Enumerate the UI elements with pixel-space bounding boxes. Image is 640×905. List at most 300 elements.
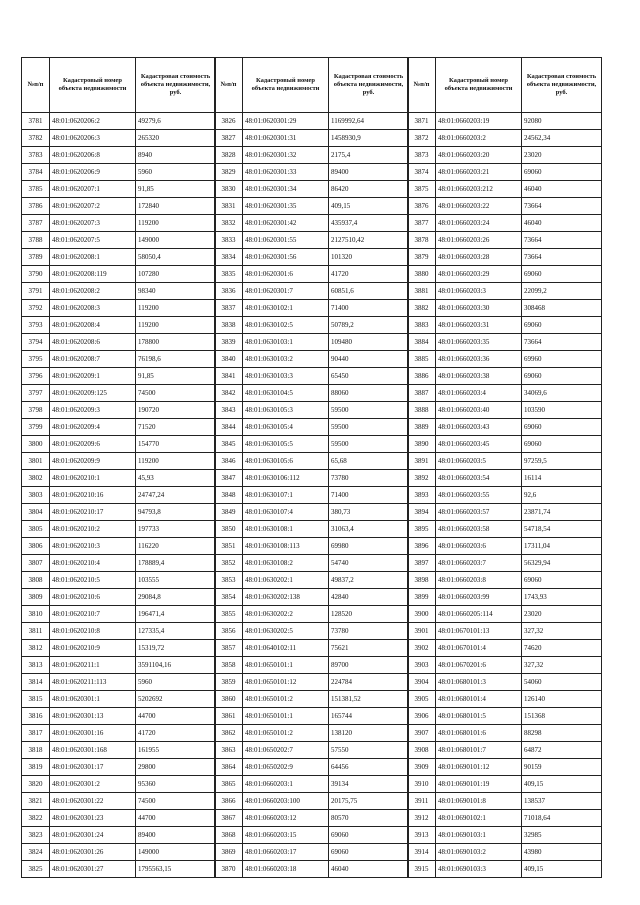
- table-row: [215, 793, 409, 810]
- cadastral-value: 76198,6: [136, 351, 216, 368]
- table-row: [22, 827, 216, 844]
- row-number: 3864: [215, 759, 243, 776]
- cadastral-value: 151368: [522, 708, 602, 725]
- table-row: [408, 691, 602, 708]
- table-row: [408, 708, 602, 725]
- cadastral-number: 48:01:0620301:31: [243, 130, 329, 147]
- cadastral-number: 48:01:0630202:1: [243, 572, 329, 589]
- cadastral-value: 69060: [522, 436, 602, 453]
- row-number: 3797: [22, 385, 50, 402]
- cadastral-value: 92080: [522, 113, 602, 130]
- row-number: 3861: [215, 708, 243, 725]
- row-number: 3824: [22, 844, 50, 861]
- cadastral-number: 48:01:0690101:8: [436, 793, 522, 810]
- header-number: №п/п: [22, 58, 50, 113]
- cadastral-number: 48:01:0650101:2: [243, 725, 329, 742]
- row-number: 3847: [215, 470, 243, 487]
- table-row: [408, 147, 602, 164]
- table-row: [408, 861, 602, 878]
- row-number: 3874: [408, 164, 436, 181]
- table-row: [215, 283, 409, 300]
- cadastral-value: 89400: [136, 827, 216, 844]
- row-number: 3890: [408, 436, 436, 453]
- cadastral-value: 73664: [522, 249, 602, 266]
- table-row: [408, 657, 602, 674]
- row-number: 3901: [408, 623, 436, 640]
- cadastral-number: 48:01:0660203:20: [436, 147, 522, 164]
- table-row: [215, 249, 409, 266]
- cadastral-value: 154770: [136, 436, 216, 453]
- row-number: 3836: [215, 283, 243, 300]
- cadastral-number: 48:01:0620208:6: [50, 334, 136, 351]
- cadastral-number: 48:01:0660203:31: [436, 317, 522, 334]
- row-number: 3849: [215, 504, 243, 521]
- table-row: [22, 334, 216, 351]
- cadastral-value: 73664: [522, 232, 602, 249]
- row-number: 3789: [22, 249, 50, 266]
- table-row: [22, 725, 216, 742]
- cadastral-value: 44700: [136, 708, 216, 725]
- cadastral-number: 48:01:0630202:138: [243, 589, 329, 606]
- cadastral-value: 22099,2: [522, 283, 602, 300]
- table-row: [22, 708, 216, 725]
- row-number: 3844: [215, 419, 243, 436]
- table-row: [22, 249, 216, 266]
- cadastral-number: 48:01:0630105:3: [243, 402, 329, 419]
- cadastral-number: 48:01:0660203:35: [436, 334, 522, 351]
- cadastral-number: 48:01:0650202:7: [243, 742, 329, 759]
- cadastral-value: 88298: [522, 725, 602, 742]
- cadastral-number: 48:01:0680101:4: [436, 691, 522, 708]
- cadastral-number: 48:01:0620301:2: [50, 776, 136, 793]
- cadastral-table-3: [407, 57, 602, 878]
- table-row: [22, 436, 216, 453]
- table-row: [22, 844, 216, 861]
- table-row: [215, 402, 409, 419]
- row-number: 3802: [22, 470, 50, 487]
- cadastral-value: 94793,8: [136, 504, 216, 521]
- row-number: 3796: [22, 368, 50, 385]
- row-number: 3857: [215, 640, 243, 657]
- cadastral-number: 48:01:0660203:58: [436, 521, 522, 538]
- table-row: [408, 640, 602, 657]
- row-number: 3819: [22, 759, 50, 776]
- cadastral-number: 48:01:0620301:6: [243, 266, 329, 283]
- row-number: 3811: [22, 623, 50, 640]
- row-number: 3829: [215, 164, 243, 181]
- cadastral-value: 69060: [522, 368, 602, 385]
- cadastral-value: 24562,34: [522, 130, 602, 147]
- cadastral-value: 1169992,64: [329, 113, 409, 130]
- cadastral-value: 103555: [136, 572, 216, 589]
- table-row: [215, 555, 409, 572]
- table-row: [408, 487, 602, 504]
- cadastral-table-2: [214, 57, 409, 878]
- row-number: 3865: [215, 776, 243, 793]
- table-row: [22, 385, 216, 402]
- cadastral-value: 327,32: [522, 623, 602, 640]
- cadastral-number: 48:01:0620206:2: [50, 113, 136, 130]
- row-number: 3840: [215, 351, 243, 368]
- cadastral-value: 31063,4: [329, 521, 409, 538]
- row-number: 3900: [408, 606, 436, 623]
- cadastral-value: 138120: [329, 725, 409, 742]
- cadastral-number: 48:01:0620301:7: [243, 283, 329, 300]
- row-number: 3898: [408, 572, 436, 589]
- cadastral-number: 48:01:0620301:168: [50, 742, 136, 759]
- table-row: [408, 300, 602, 317]
- row-number: 3902: [408, 640, 436, 657]
- cadastral-number: 48:01:0680101:3: [436, 674, 522, 691]
- cadastral-value: 23020: [522, 606, 602, 623]
- row-number: 3894: [408, 504, 436, 521]
- cadastral-value: 92,6: [522, 487, 602, 504]
- row-number: 3850: [215, 521, 243, 538]
- cadastral-value: 119200: [136, 317, 216, 334]
- cadastral-value: 91,85: [136, 181, 216, 198]
- table-row: [408, 113, 602, 130]
- cadastral-number: 48:01:0690103:2: [436, 844, 522, 861]
- row-number: 3793: [22, 317, 50, 334]
- cadastral-value: 2127510,42: [329, 232, 409, 249]
- table-row: [215, 827, 409, 844]
- row-number: 3895: [408, 521, 436, 538]
- cadastral-value: 69960: [522, 351, 602, 368]
- cadastral-number: 48:01:0660203:99: [436, 589, 522, 606]
- table-row: [408, 674, 602, 691]
- cadastral-value: 5202692: [136, 691, 216, 708]
- cadastral-number: 48:01:0620206:3: [50, 130, 136, 147]
- row-number: 3872: [408, 130, 436, 147]
- table-row: [215, 674, 409, 691]
- cadastral-value: 59500: [329, 402, 409, 419]
- table-row: [22, 606, 216, 623]
- cadastral-value: 41720: [136, 725, 216, 742]
- row-number: 3907: [408, 725, 436, 742]
- cadastral-number: 48:01:0660203:5: [436, 453, 522, 470]
- cadastral-value: 5960: [136, 164, 216, 181]
- cadastral-value: 49279,6: [136, 113, 216, 130]
- cadastral-number: 48:01:0620209:1: [50, 368, 136, 385]
- table-row: [22, 368, 216, 385]
- cadastral-number: 48:01:0620210:3: [50, 538, 136, 555]
- cadastral-number: 48:01:0660203:54: [436, 470, 522, 487]
- table-row: [22, 521, 216, 538]
- header-cadastral-number: Кадастровый номер объекта недвижимости: [50, 58, 136, 113]
- cadastral-number: 48:01:0660203:1: [243, 776, 329, 793]
- cadastral-number: 48:01:0660203:8: [436, 572, 522, 589]
- table-header-row: [408, 58, 602, 113]
- row-number: 3825: [22, 861, 50, 878]
- row-number: 3791: [22, 283, 50, 300]
- row-number: 3896: [408, 538, 436, 555]
- table-row: [22, 504, 216, 521]
- cadastral-number: 48:01:0630103:2: [243, 351, 329, 368]
- cadastral-value: 29800: [136, 759, 216, 776]
- cadastral-number: 48:01:0660203:19: [436, 113, 522, 130]
- table-row: [215, 470, 409, 487]
- row-number: 3800: [22, 436, 50, 453]
- cadastral-value: 69060: [522, 164, 602, 181]
- row-number: 3892: [408, 470, 436, 487]
- row-number: 3798: [22, 402, 50, 419]
- cadastral-value: 64872: [522, 742, 602, 759]
- cadastral-value: 20175,75: [329, 793, 409, 810]
- cadastral-value: 69060: [522, 419, 602, 436]
- cadastral-number: 48:01:0620301:27: [50, 861, 136, 878]
- row-number: 3887: [408, 385, 436, 402]
- cadastral-number: 48:01:0620301:16: [50, 725, 136, 742]
- cadastral-number: 48:01:0630102:1: [243, 300, 329, 317]
- row-number: 3827: [215, 130, 243, 147]
- row-number: 3795: [22, 351, 50, 368]
- row-number: 3886: [408, 368, 436, 385]
- cadastral-value: 46040: [329, 861, 409, 878]
- cadastral-number: 48:01:0620210:4: [50, 555, 136, 572]
- row-number: 3806: [22, 538, 50, 555]
- table-row: [215, 759, 409, 776]
- cadastral-number: 48:01:0660203:18: [243, 861, 329, 878]
- row-number: 3912: [408, 810, 436, 827]
- table-row: [408, 555, 602, 572]
- table-row: [22, 776, 216, 793]
- cadastral-number: 48:01:0620210:5: [50, 572, 136, 589]
- table-row: [215, 266, 409, 283]
- table-row: [408, 725, 602, 742]
- row-number: 3816: [22, 708, 50, 725]
- table-row: [215, 368, 409, 385]
- cadastral-number: 48:01:0630105:6: [243, 453, 329, 470]
- cadastral-value: 107280: [136, 266, 216, 283]
- table-row: [215, 742, 409, 759]
- cadastral-value: 1795563,15: [136, 861, 216, 878]
- row-number: 3859: [215, 674, 243, 691]
- cadastral-value: 128520: [329, 606, 409, 623]
- cadastral-value: 409,15: [522, 776, 602, 793]
- cadastral-value: 71520: [136, 419, 216, 436]
- table-row: [408, 368, 602, 385]
- table-row: [215, 232, 409, 249]
- cadastral-number: 48:01:0620206:8: [50, 147, 136, 164]
- cadastral-number: 48:01:0620209:3: [50, 402, 136, 419]
- cadastral-number: 48:01:0620210:7: [50, 606, 136, 623]
- table-row: [408, 164, 602, 181]
- cadastral-value: 190720: [136, 402, 216, 419]
- table-row: [22, 351, 216, 368]
- cadastral-value: 69060: [329, 844, 409, 861]
- table-row: [22, 793, 216, 810]
- table-row: [408, 130, 602, 147]
- row-number: 3899: [408, 589, 436, 606]
- cadastral-number: 48:01:0650101:1: [243, 657, 329, 674]
- cadastral-value: 86420: [329, 181, 409, 198]
- table-row: [215, 725, 409, 742]
- row-number: 3889: [408, 419, 436, 436]
- cadastral-number: 48:01:0680101:6: [436, 725, 522, 742]
- cadastral-value: 95360: [136, 776, 216, 793]
- row-number: 3810: [22, 606, 50, 623]
- row-number: 3877: [408, 215, 436, 232]
- cadastral-value: 1458930,9: [329, 130, 409, 147]
- table-header-row: [215, 58, 409, 113]
- table-row: [215, 504, 409, 521]
- row-number: 3832: [215, 215, 243, 232]
- row-number: 3830: [215, 181, 243, 198]
- cadastral-value: 149000: [136, 844, 216, 861]
- table-row: [215, 589, 409, 606]
- cadastral-value: 23020: [522, 147, 602, 164]
- cadastral-value: 69060: [522, 317, 602, 334]
- row-number: 3905: [408, 691, 436, 708]
- cadastral-value: 29084,8: [136, 589, 216, 606]
- row-number: 3807: [22, 555, 50, 572]
- table-row: [408, 181, 602, 198]
- cadastral-value: 74500: [136, 793, 216, 810]
- row-number: 3885: [408, 351, 436, 368]
- cadastral-number: 48:01:0620207:5: [50, 232, 136, 249]
- row-number: 3904: [408, 674, 436, 691]
- table-row: [408, 572, 602, 589]
- row-number: 3870: [215, 861, 243, 878]
- cadastral-value: 73664: [522, 198, 602, 215]
- cadastral-value: 34069,6: [522, 385, 602, 402]
- row-number: 3821: [22, 793, 50, 810]
- cadastral-number: 48:01:0660203:21: [436, 164, 522, 181]
- cadastral-number: 48:01:0620207:3: [50, 215, 136, 232]
- header-cadastral-number: Кадастровый номер объекта недвижимости: [436, 58, 522, 113]
- row-number: 3817: [22, 725, 50, 742]
- cadastral-value: 42840: [329, 589, 409, 606]
- cadastral-number: 48:01:0690101:12: [436, 759, 522, 776]
- cadastral-number: 48:01:0620208:1: [50, 249, 136, 266]
- cadastral-value: 58050,4: [136, 249, 216, 266]
- cadastral-number: 48:01:0660203:12: [243, 810, 329, 827]
- row-number: 3866: [215, 793, 243, 810]
- row-number: 3873: [408, 147, 436, 164]
- row-number: 3878: [408, 232, 436, 249]
- cadastral-value: 178889,4: [136, 555, 216, 572]
- cadastral-number: 48:01:0620301:23: [50, 810, 136, 827]
- table-row: [22, 113, 216, 130]
- table-row: [215, 844, 409, 861]
- table-row: [408, 623, 602, 640]
- cadastral-value: 98340: [136, 283, 216, 300]
- cadastral-number: 48:01:0660203:17: [243, 844, 329, 861]
- row-number: 3883: [408, 317, 436, 334]
- cadastral-number: 48:01:0620301:35: [243, 198, 329, 215]
- cadastral-number: 48:01:0690102:1: [436, 810, 522, 827]
- cadastral-number: 48:01:0620211:113: [50, 674, 136, 691]
- cadastral-number: 48:01:0620210:1: [50, 470, 136, 487]
- row-number: 3906: [408, 708, 436, 725]
- row-number: 3790: [22, 266, 50, 283]
- cadastral-number: 48:01:0620208:3: [50, 300, 136, 317]
- table-row: [22, 419, 216, 436]
- table-row: [215, 538, 409, 555]
- table-row: [408, 589, 602, 606]
- cadastral-value: 119200: [136, 453, 216, 470]
- table-row: [215, 147, 409, 164]
- table-row: [22, 640, 216, 657]
- cadastral-value: 5960: [136, 674, 216, 691]
- header-number: №п/п: [408, 58, 436, 113]
- table-row: [408, 334, 602, 351]
- cadastral-value: 435937,4: [329, 215, 409, 232]
- row-number: 3882: [408, 300, 436, 317]
- table-row: [408, 266, 602, 283]
- cadastral-value: 39134: [329, 776, 409, 793]
- header-number: №п/п: [215, 58, 243, 113]
- table-row: [408, 249, 602, 266]
- row-number: 3869: [215, 844, 243, 861]
- table-row: [215, 640, 409, 657]
- table-row: [215, 198, 409, 215]
- row-number: 3820: [22, 776, 50, 793]
- cadastral-value: 71400: [329, 487, 409, 504]
- cadastral-value: 103590: [522, 402, 602, 419]
- cadastral-table-1: [21, 57, 216, 878]
- cadastral-number: 48:01:0660205:114: [436, 606, 522, 623]
- cadastral-value: 64456: [329, 759, 409, 776]
- row-number: 3787: [22, 215, 50, 232]
- row-number: 3809: [22, 589, 50, 606]
- cadastral-number: 48:01:0650202:9: [243, 759, 329, 776]
- cadastral-number: 48:01:0630103:3: [243, 368, 329, 385]
- table-row: [22, 691, 216, 708]
- table-row: [408, 504, 602, 521]
- cadastral-value: 24747,24: [136, 487, 216, 504]
- table-row: [22, 181, 216, 198]
- cadastral-number: 48:01:0630104:5: [243, 385, 329, 402]
- cadastral-value: 89400: [329, 164, 409, 181]
- cadastral-number: 48:01:0660203:43: [436, 419, 522, 436]
- table-row: [215, 385, 409, 402]
- table-row: [215, 215, 409, 232]
- cadastral-number: 48:01:0650101:1: [243, 708, 329, 725]
- row-number: 3908: [408, 742, 436, 759]
- row-number: 3853: [215, 572, 243, 589]
- cadastral-value: 54740: [329, 555, 409, 572]
- table-row: [408, 436, 602, 453]
- header-cadastral-value: Кадастровая стоимость объекта недвижимости, руб.: [136, 58, 216, 113]
- cadastral-number: 48:01:0640102:11: [243, 640, 329, 657]
- table-row: [215, 453, 409, 470]
- table-row: [408, 759, 602, 776]
- cadastral-value: 49837,2: [329, 572, 409, 589]
- cadastral-number: 48:01:0660203:30: [436, 300, 522, 317]
- row-number: 3835: [215, 266, 243, 283]
- cadastral-number: 48:01:0620301:29: [243, 113, 329, 130]
- row-number: 3814: [22, 674, 50, 691]
- row-number: 3871: [408, 113, 436, 130]
- row-number: 3839: [215, 334, 243, 351]
- cadastral-number: 48:01:0660203:38: [436, 368, 522, 385]
- table-row: [408, 793, 602, 810]
- cadastral-number: 48:01:0620210:17: [50, 504, 136, 521]
- cadastral-number: 48:01:0630105:4: [243, 419, 329, 436]
- table-row: [408, 810, 602, 827]
- table-row: [408, 385, 602, 402]
- cadastral-number: 48:01:0620301:33: [243, 164, 329, 181]
- row-number: 3903: [408, 657, 436, 674]
- cadastral-number: 48:01:0620301:55: [243, 232, 329, 249]
- cadastral-number: 48:01:0660203:24: [436, 215, 522, 232]
- row-number: 3842: [215, 385, 243, 402]
- table-row: [408, 232, 602, 249]
- row-number: 3851: [215, 538, 243, 555]
- cadastral-value: 2175,4: [329, 147, 409, 164]
- cadastral-value: 138537: [522, 793, 602, 810]
